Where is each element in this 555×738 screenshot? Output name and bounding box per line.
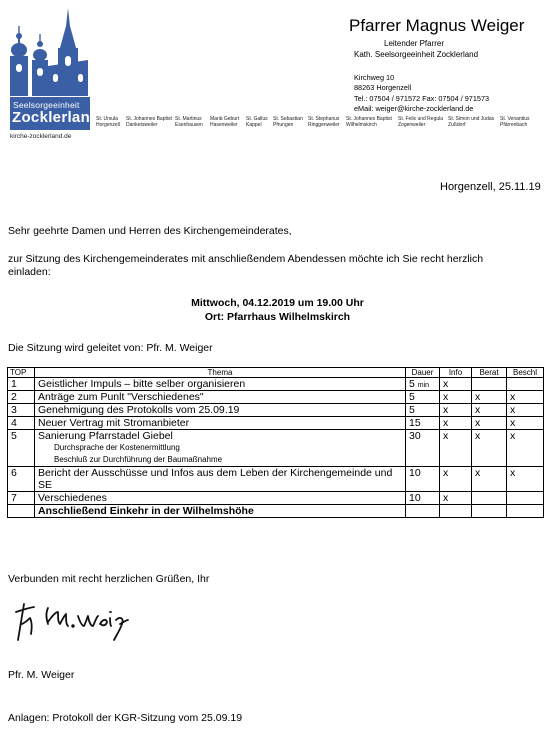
website-text: kirche-zocklerland.de [10,133,72,140]
signature-name: Pfr. M. Weiger [8,669,75,681]
table-row: 6 Bericht der Ausschüsse und Infos aus dem Leben der Kirchengemeinde und SE 10 x x x [8,467,544,492]
parish-item: St. Martinus Esenhausen [175,116,203,128]
col-header-top: TOP [8,368,35,378]
parish-item: St. Ursula Horgenzell [96,116,120,128]
agenda-header-row [8,368,544,378]
parish-item: St. Sebastian Pfrungen [273,116,303,128]
table-row: Anschließend Einkehr in der Wilhelmshöhe [8,505,544,518]
intro-line-1: zur Sitzung des Kirchengemeinderates mit anschließendem Abendessen möchte ich Sie recht herzlich [8,253,484,265]
table-row: 1 Geistlicher Impuls – bitte selber organisieren 5 min x [8,378,544,391]
col-header-beschl: Beschl [507,368,544,378]
col-header-thema: Thema [35,368,406,378]
parish-item: St. Johannes Baptist Danketsweiler [126,116,172,128]
logo-line1: Seelsorgeeinheit [13,100,80,110]
parish-item: St. Gallus Kappel [246,116,268,128]
city: 88263 Horgenzell [354,83,412,93]
col-header-berat: Berat [472,368,507,378]
parish-item: St. Johannes Baptist Wilhelmskirch [346,116,392,128]
meeting-location: Ort: Pfarrhaus Wilhelmskirch [204,311,351,323]
chair-line: Die Sitzung wird geleitet von: Pfr. M. Weiger [8,342,213,354]
phone-fax: Tel.: 07504 / 971572 Fax: 07504 / 971573 [354,93,490,103]
logo-wordmark [10,97,100,130]
pastor-role: Leitender Pfarrer [384,39,445,48]
row-title: Sanierung Pfarrstadel Giebel [38,430,173,442]
row-subitem: Beschluß zur Durchführung der Baumaßnahme [54,455,223,464]
table-row: 4 Neuer Vertrag mit Stromanbieter 15 x x x [8,417,544,430]
parish-item: St. Simon und Judas Zußdorf [448,116,495,128]
logo-line2: Zocklerland [12,109,100,126]
institution-name: Kath. Seelsorgeeinheit Zocklerland [354,50,479,59]
meeting-date: Mittwoch, 04.12.2019 um 19.00 Uhr [191,297,364,309]
street: Kirchweg 10 [354,73,395,82]
address-block [354,73,489,114]
place-date: Horgenzell, 25.11.19 [440,181,541,193]
parish-list [96,116,546,130]
signature-icon [12,598,132,648]
attachments-line: Anlagen: Protokoll der KGR-Sitzung vom 25.09.19 [8,712,243,724]
pastor-name: Pfarrer Magnus Weiger [349,16,525,35]
table-row: 5 Sanierung Pfarrstadel Giebel Durchsprache der Kostenermittlung Beschluß zur Durchführung der Baumaßnahme 30 x x x [8,430,544,467]
parish-item: St. Felix und Regula Zogenweiler [398,116,444,128]
table-row: 7 Verschiedenes 10 x [8,492,544,505]
table-row: 2 Anträge zum Punlt "Verschiedenes" 5 x x x [8,391,544,404]
row-subitem: Durchsprache der Kostenermittlung [54,443,180,452]
parish-item: Mariä Geburt Hasenweiler [210,116,240,128]
parish-item: St. Stephanus Ringgenweiler [308,116,340,128]
agenda-table [7,367,544,518]
closing-greeting: Verbunden mit recht herzlichen Grüßen, Ihr [8,573,210,585]
email: eMail: weiger@kirche-zocklerland.de [354,103,474,113]
salutation: Sehr geehrte Damen und Herren des Kirchengemeinderates, [8,225,292,237]
col-header-dauer: Dauer [406,368,440,378]
col-header-info: Info [440,368,472,378]
intro-line-2: einladen: [8,266,51,278]
table-row: 3 Genehmigung des Protokolls vom 25.09.19 5 x x x [8,404,544,417]
parish-item: St. Venantius Pfärrenbach [500,116,530,128]
